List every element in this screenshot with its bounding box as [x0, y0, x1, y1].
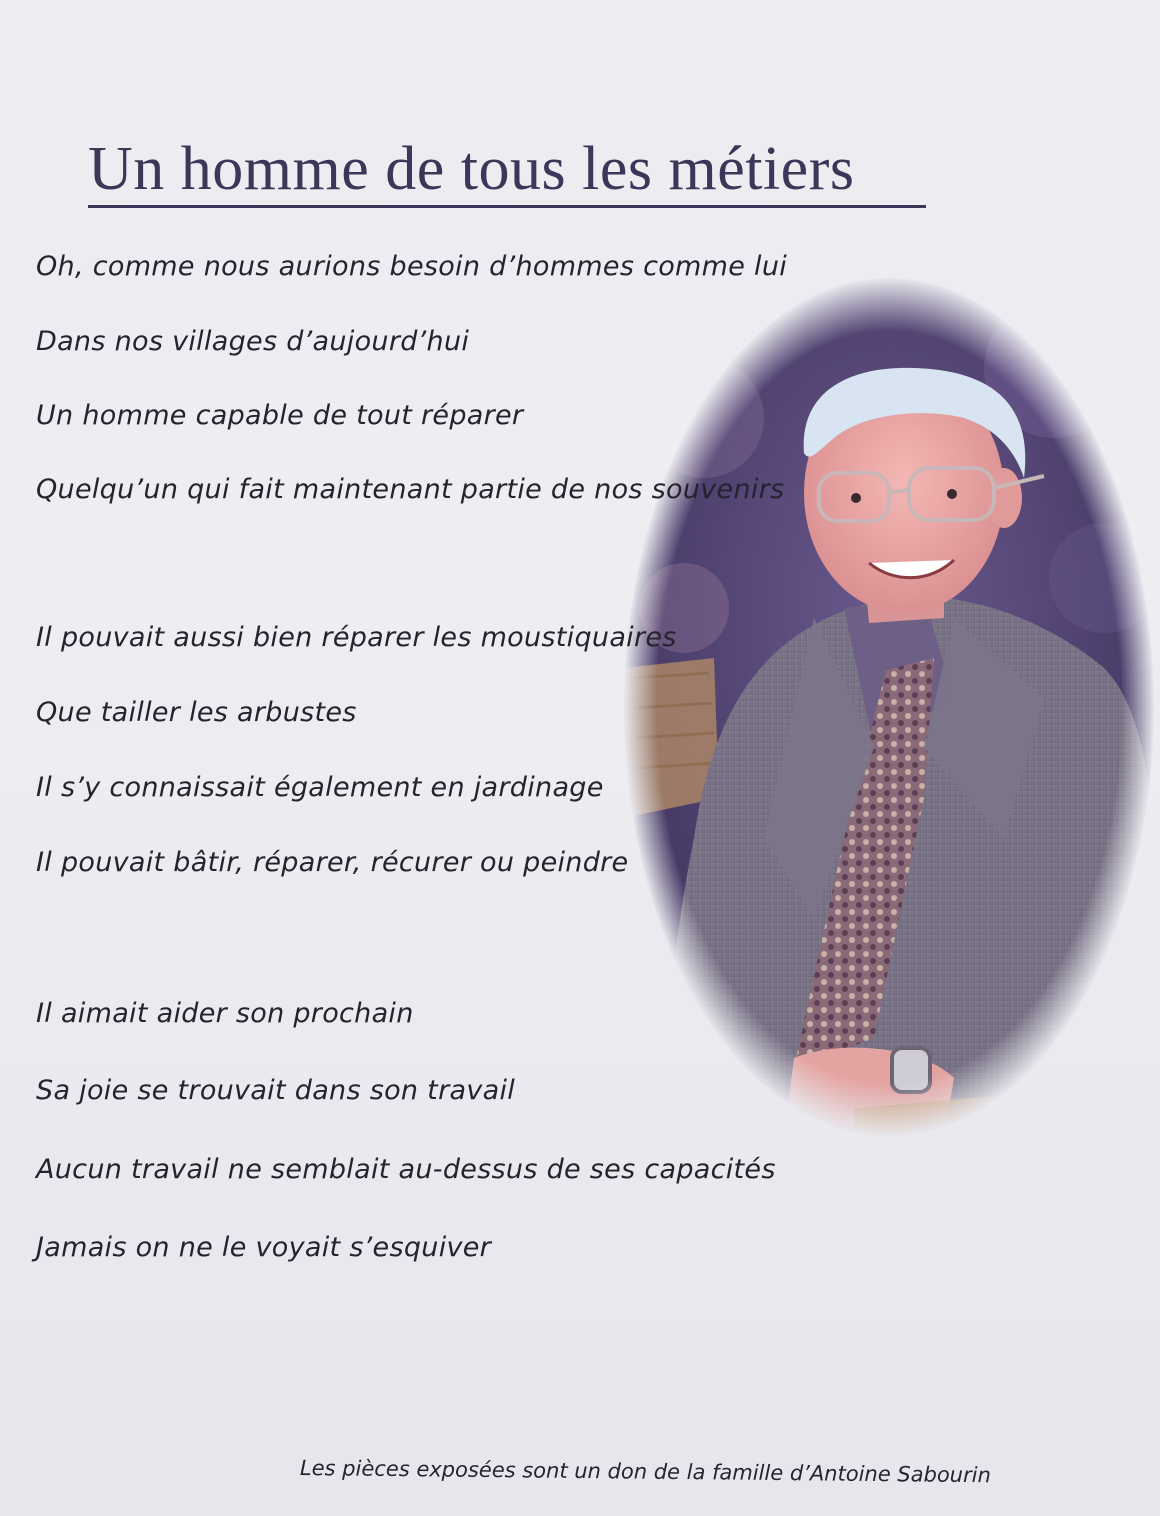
- poem-line: Jamais on ne le voyait s’esquiver: [36, 1232, 492, 1263]
- poem-line: Il pouvait aussi bien réparer les moustiquaires: [36, 622, 677, 653]
- poem-line: Sa joie se trouvait dans son travail: [36, 1075, 516, 1106]
- poem-line: Oh, comme nous aurions besoin d’hommes comme lui: [36, 251, 788, 282]
- poem-line: Il s’y connaissait également en jardinage: [36, 772, 604, 803]
- poem-line: Quelqu’un qui fait maintenant partie de nos souvenirs: [36, 474, 785, 505]
- poem-line: Dans nos villages d’aujourd’hui: [36, 326, 470, 357]
- title-underline: [88, 205, 926, 208]
- portrait-illustration: [624, 278, 1154, 1136]
- poem-line: Un homme capable de tout réparer: [36, 400, 524, 431]
- poem-line: Il aimait aider son prochain: [36, 998, 414, 1029]
- poem-line: Il pouvait bâtir, réparer, récurer ou peindre: [36, 847, 629, 878]
- donation-credit: Les pièces exposées sont un don de la famille d’Antoine Sabourin: [299, 1456, 991, 1488]
- page-title: Un homme de tous les métiers: [88, 135, 855, 203]
- portrait-photo: [624, 278, 1154, 1136]
- poem-line: Aucun travail ne semblait au-dessus de ses capacités: [36, 1154, 776, 1185]
- poem-line: Que tailler les arbustes: [36, 697, 357, 728]
